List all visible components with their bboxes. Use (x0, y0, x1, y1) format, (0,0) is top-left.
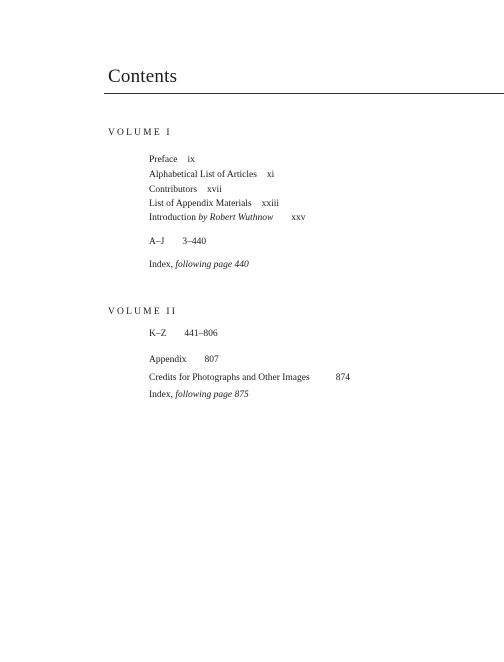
volume-2-heading: VOLUME II (108, 307, 178, 317)
toc-entry-label: Index, (149, 260, 174, 270)
volume-1-heading: VOLUME I (108, 128, 172, 138)
toc-entry-page: xvii (207, 185, 222, 195)
toc-entry-page: xxiii (261, 199, 280, 209)
title-rule (104, 93, 504, 94)
toc-entry-credits[interactable] (149, 373, 350, 383)
toc-entry-page-note: following page 875 (175, 390, 249, 400)
toc-entry-label: K–Z (149, 329, 167, 339)
toc-entry-page: 441–806 (184, 329, 218, 339)
toc-entry-label: List of Appendix Materials (149, 199, 252, 209)
toc-entry-contributors[interactable] (149, 185, 222, 195)
toc-entry-page: 807 (204, 355, 219, 365)
toc-entry-label: Preface (149, 155, 178, 165)
toc-entry-label: Credits for Photographs and Other Images (149, 373, 310, 383)
toc-entry-a-j[interactable] (149, 237, 206, 247)
page-title: Contents (108, 66, 178, 87)
toc-entry-label: Contributors (149, 185, 198, 195)
toc-entry-introduction[interactable] (149, 213, 306, 223)
toc-entry-appendix-materials[interactable] (149, 199, 279, 209)
toc-entry-page: 3–440 (182, 237, 207, 247)
toc-entry-preface[interactable] (149, 155, 195, 165)
toc-entry-page-note: following page 440 (175, 260, 249, 270)
toc-entry-label: Introduction (149, 213, 196, 223)
toc-entry-appendix[interactable] (149, 355, 219, 365)
toc-entry-k-z[interactable] (149, 329, 218, 339)
toc-entry-label: Appendix (149, 355, 187, 365)
toc-entry-author: by Robert Wuthnow (198, 213, 274, 223)
toc-entry-page: xxv (291, 213, 306, 223)
toc-entry-alphabetical-list[interactable] (149, 170, 274, 180)
toc-entry-page: ix (187, 155, 195, 165)
toc-entry-index-vol1[interactable] (149, 260, 249, 270)
toc-entry-index-vol2[interactable] (149, 390, 249, 400)
toc-entry-label: Alphabetical List of Articles (149, 170, 257, 180)
toc-entry-label: Index, (149, 390, 174, 400)
toc-entry-page: xi (266, 170, 275, 180)
toc-entry-label: A–J (149, 237, 165, 247)
toc-entry-page: 874 (335, 373, 350, 383)
